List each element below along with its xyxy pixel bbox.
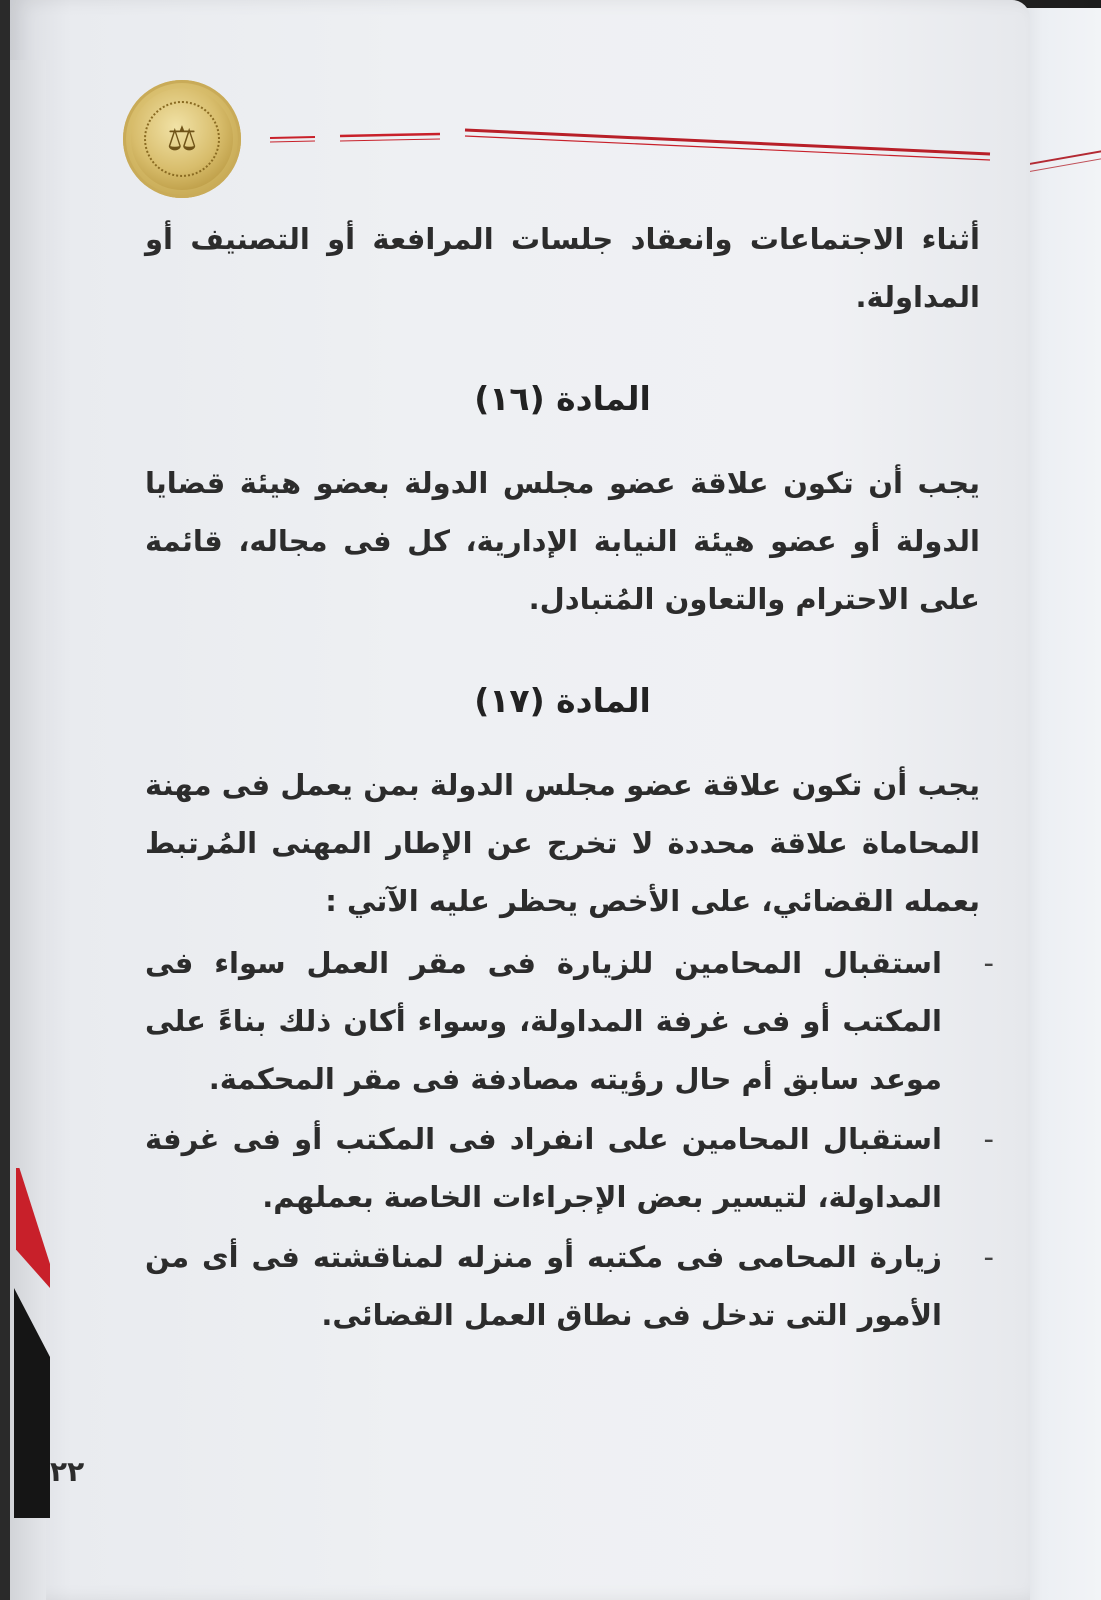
page-text [145,210,994,1346]
article-17-heading: المادة (١٧) [474,681,651,720]
article-16-heading: المادة (١٦) [474,379,651,418]
article-16-body: يجب أن تكون علاقة عضو مجلس الدولة بعضو هيئة قضايا الدولة أو عضو هيئة النيابة الإدارية، كل فى مجاله، قائمة على الاحترام والتعاون المُتبادل. [145,466,980,616]
article-17-prohibitions-list [145,934,994,1344]
page-number: ٢٢ [50,1455,85,1488]
list-item-text: استقبال المحامين للزيارة فى مقر العمل سواء فى المكتب أو فى غرفة المداولة، وسواء أكان ذلك بناءً على موعد سابق أم حال رؤيته مصادفة فى مقر المحكمة. [145,946,942,1096]
book-page [10,0,1030,1600]
list-item [145,1110,994,1226]
bullet-marker: - [983,946,994,980]
list-item [145,934,994,1108]
article-17-body: يجب أن تكون علاقة عضو مجلس الدولة بمن يعمل فى مهنة المحاماة علاقة محددة لا تخرج عن الإطار المهنى المُرتبط بعمله القضائي، على الأخص يحظر عليه الآتي : [145,768,980,918]
next-page-red-rule [1029,149,1101,165]
page-spine [10,60,46,1600]
seal-scales-icon: ⚖ [144,101,220,177]
header-decorative-rules [250,124,1005,164]
bullet-marker: - [983,1240,994,1274]
list-item-text: زيارة المحامى فى مكتبه أو منزله لمناقشته فى أى من الأمور التى تدخل فى نطاق العمل القضائى. [145,1240,942,1332]
scales-of-justice-seal-icon [123,80,241,198]
spine-red-stripe [16,1168,50,1288]
list-item [145,1228,994,1344]
list-item-text: استقبال المحامين على انفراد فى المكتب أو فى غرفة المداولة، لتيسير بعض الإجراءات الخاصة بعملهم. [145,1122,942,1214]
next-page-red-rule-thin [1030,157,1101,172]
spine-black-stripe [14,1288,50,1518]
bullet-marker: - [983,1122,994,1156]
continuation-paragraph: أثناء الاجتماعات وانعقاد جلسات المرافعة أو التصنيف أو المداولة. [145,222,980,314]
